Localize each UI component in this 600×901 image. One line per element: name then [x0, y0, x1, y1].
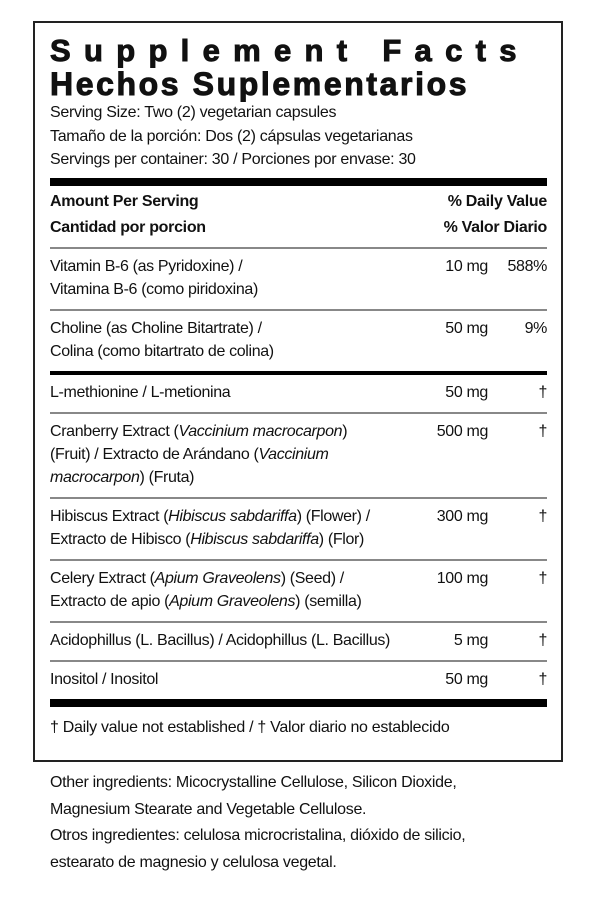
text-segment: ) [342, 422, 348, 440]
ingredient-name-line [50, 317, 425, 340]
other-ingredients [50, 770, 570, 876]
ingredient-name [50, 567, 425, 613]
table-row [50, 412, 547, 497]
text-segment: Acidophillus (L. Bacillus) / Acidophillus (L. Bacillus) [50, 631, 391, 649]
text-segment: Vitamina B-6 (como piridoxina) [50, 280, 258, 298]
ingredient-name-line [50, 420, 425, 443]
nutrient-rows [50, 249, 547, 699]
serving-size-es: Tamaño de la porción: Dos (2) cápsulas vegetarianas [50, 127, 413, 145]
table-row [50, 621, 547, 660]
table-row [50, 660, 547, 699]
ingredient-name-line [50, 381, 425, 404]
scientific-name: Vaccinium [258, 445, 329, 463]
daily-value: 9% [524, 319, 547, 337]
table-row [50, 249, 547, 309]
scientific-name: macrocarpon [50, 468, 140, 486]
ingredient-name-line [50, 629, 425, 652]
text-segment: (Fruit) / Extracto de Arándano ( [50, 445, 259, 463]
supplement-facts-panel [33, 21, 563, 762]
amount: 300 mg [436, 507, 488, 525]
ingredient-name [50, 629, 425, 652]
scientific-name: Apium Graveolens [169, 592, 296, 610]
amount-per-serving-label: Amount Per Serving [50, 192, 199, 210]
title-english: Supplement Facts [50, 33, 530, 68]
daily-value: † [538, 422, 547, 440]
text-segment: L-methionine / L-metionina [50, 383, 231, 401]
text-segment: Choline (as Choline Bitartrate) / [50, 319, 262, 337]
table-row [50, 309, 547, 371]
text-segment: ) (semilla) [295, 592, 362, 610]
text-segment: ) (Fruta) [139, 468, 195, 486]
text-segment: Extracto de Hibisco ( [50, 530, 191, 548]
text-segment: Cranberry Extract ( [50, 422, 179, 440]
daily-value: 588% [507, 257, 547, 275]
ingredient-name-line [50, 443, 425, 466]
divider-thick [50, 178, 547, 186]
ingredient-name-line [50, 255, 425, 278]
amount: 10 mg [445, 257, 488, 275]
ingredient-name-line [50, 590, 425, 613]
text-segment: Colina (como bitartrato de colina) [50, 342, 274, 360]
text-segment: ) (Seed) / [280, 569, 344, 587]
amount: 50 mg [445, 670, 488, 688]
amount: 500 mg [436, 422, 488, 440]
other-ingredients-line: Other ingredients: Micocrystalline Cellulose, Silicon Dioxide, [50, 774, 457, 791]
daily-value: † [538, 383, 547, 401]
valor-diario-label: % Valor Diario [443, 218, 547, 236]
ingredient-name [50, 420, 425, 489]
table-row [50, 497, 547, 559]
table-row [50, 559, 547, 621]
text-segment: Vitamin B-6 (as Pyridoxine) / [50, 257, 243, 275]
text-segment: ) (Flower) / [296, 507, 370, 525]
text-segment: ) (Flor) [318, 530, 364, 548]
other-ingredients-line: Magnesium Stearate and Vegetable Cellulose. [50, 800, 367, 818]
ingredient-name-line [50, 668, 425, 691]
other-ingredients-line: estearato de magnesio y celulosa vegetal. [50, 853, 337, 871]
daily-value: † [538, 670, 547, 688]
daily-value-label: % Daily Value [447, 192, 547, 210]
other-ingredients-line: Otros ingredientes: celulosa microcristalina, dióxido de silicio, [50, 827, 466, 844]
ingredient-name [50, 317, 425, 363]
daily-value: † [538, 569, 547, 587]
text-segment: Extracto de apio ( [50, 592, 170, 610]
scientific-name: Hibiscus sabdariffa [168, 507, 297, 525]
text-segment: Inositol / Inositol [50, 670, 159, 688]
text-segment: Hibiscus Extract ( [50, 507, 169, 525]
footnote: † Daily value not established / † Valor diario no establecido [50, 718, 450, 736]
ingredient-name [50, 381, 425, 404]
ingredient-name-line [50, 505, 425, 528]
scientific-name: Hibiscus sabdariffa [190, 530, 319, 548]
ingredient-name [50, 668, 425, 691]
amount: 5 mg [453, 631, 488, 649]
ingredient-name-line [50, 528, 425, 551]
table-row [50, 375, 547, 412]
amount: 50 mg [445, 319, 488, 337]
servings-per-container: Servings per container: 30 / Porciones por envase: 30 [50, 151, 416, 168]
text-segment: Celery Extract ( [50, 569, 155, 587]
serving-size: Serving Size: Two (2) vegetarian capsules [50, 104, 337, 121]
amount: 100 mg [436, 569, 488, 587]
divider-thick [50, 699, 547, 707]
ingredient-name-line [50, 567, 425, 590]
scientific-name: Vaccinium macrocarpon [178, 422, 343, 440]
scientific-name: Apium Graveolens [154, 569, 281, 587]
ingredient-name-line [50, 340, 425, 363]
cantidad-label: Cantidad por porcion [50, 218, 206, 236]
amount: 50 mg [445, 383, 488, 401]
ingredient-name [50, 505, 425, 551]
ingredient-name-line [50, 278, 425, 301]
title-spanish: Hechos Suplementarios [50, 66, 470, 102]
ingredient-name [50, 255, 425, 301]
daily-value: † [538, 507, 547, 525]
daily-value: † [538, 631, 547, 649]
ingredient-name-line [50, 466, 425, 489]
table-header [50, 186, 547, 247]
